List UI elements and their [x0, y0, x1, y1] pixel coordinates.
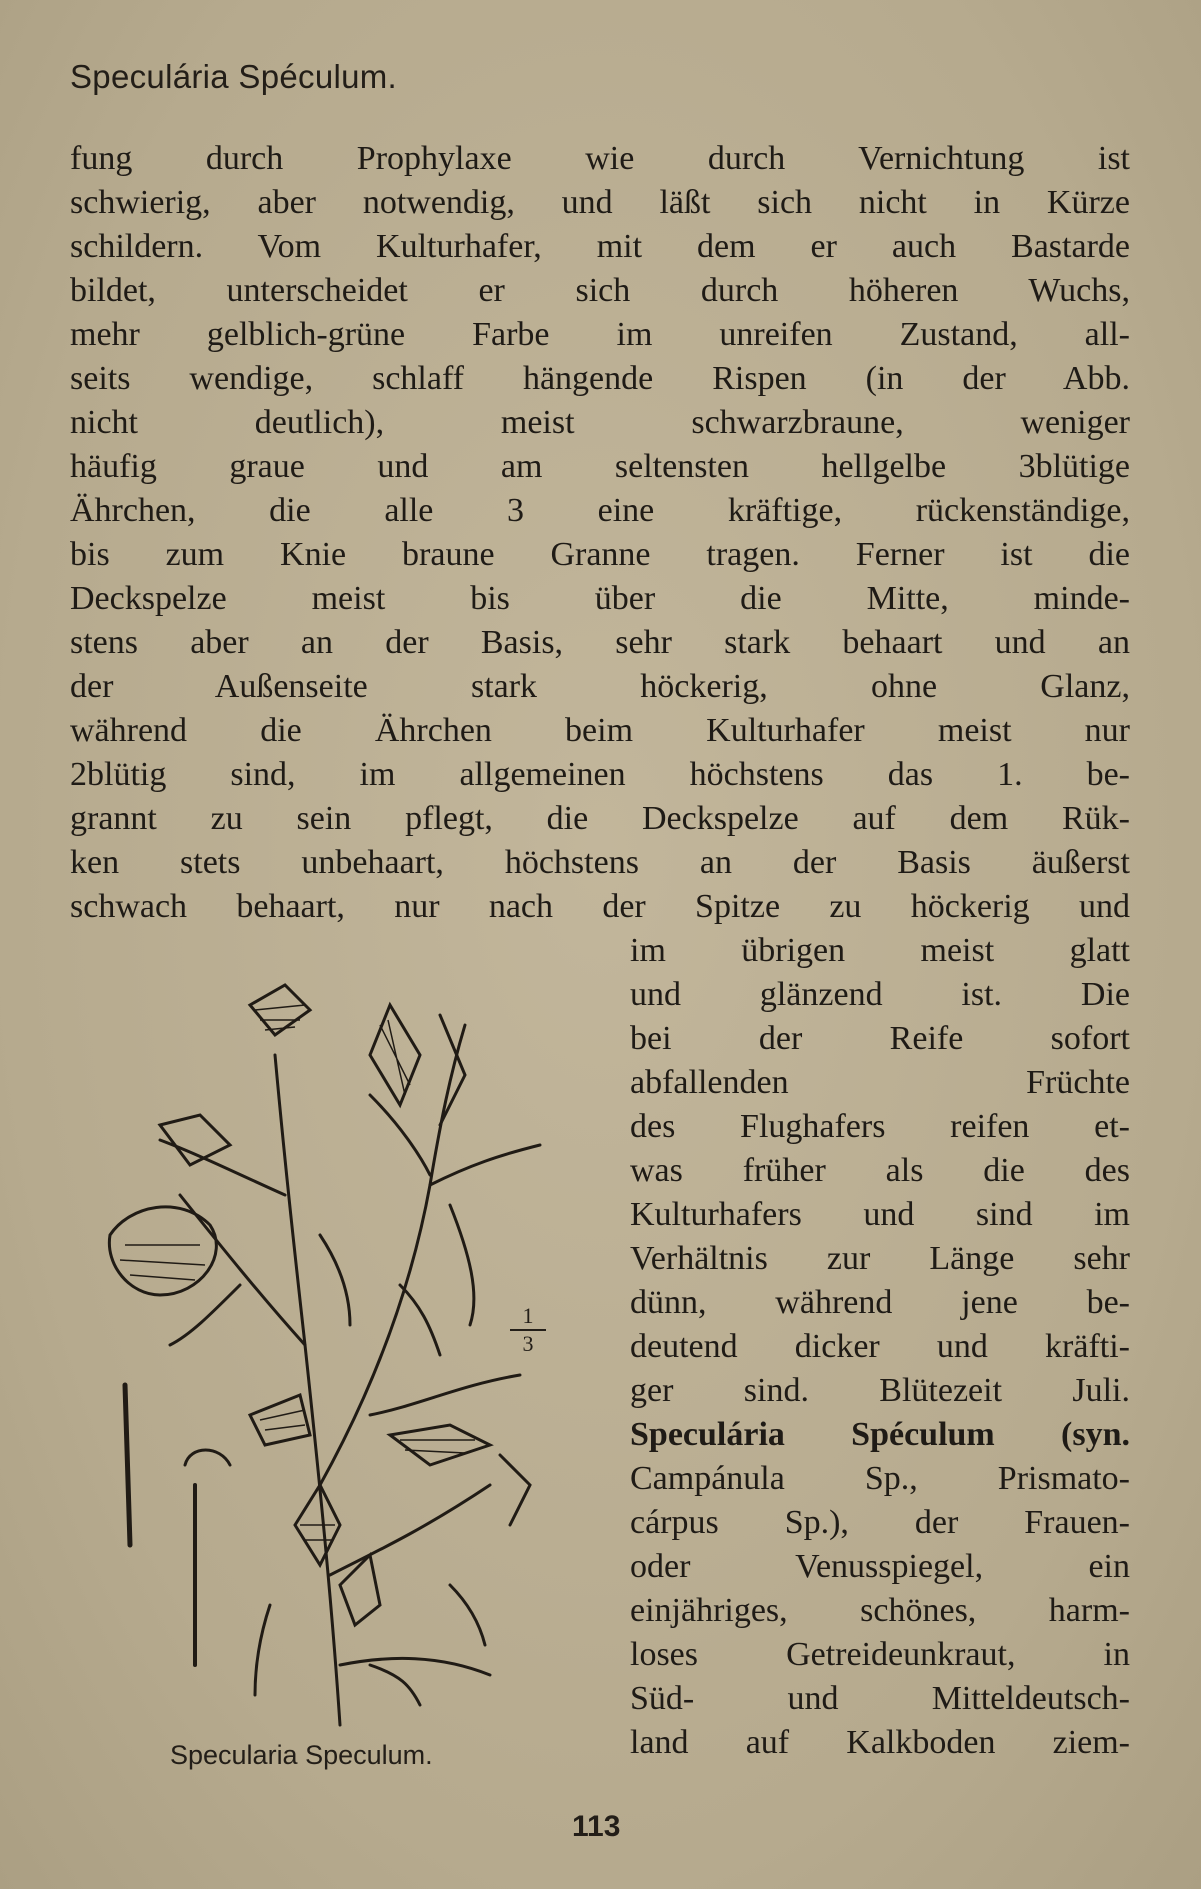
- figure-caption: Specularia Speculum.: [170, 1740, 433, 1770]
- text-line: Deckspelze meist bis über die Mitte, minde-: [70, 580, 1130, 617]
- text-line: cárpus Sp.), der Frauen-: [630, 1504, 1130, 1541]
- text-line: schildern. Vom Kulturhafer, mit dem er auch Bastarde: [70, 228, 1130, 265]
- text-line: fung durch Prophylaxe wie durch Vernichtung ist: [70, 140, 1130, 177]
- text-line: bis zum Knie braune Granne tragen. Ferner ist die: [70, 536, 1130, 573]
- text-line: Ährchen, die alle 3 eine kräftige, rückenständige,: [70, 492, 1130, 529]
- text-line: des Flughafers reifen et-: [630, 1108, 1130, 1145]
- text-line: der Außenseite stark höckerig, ohne Glanz,: [70, 668, 1130, 705]
- page-number: 113: [572, 1810, 621, 1843]
- text-line: grannt zu sein pflegt, die Deckspelze auf dem Rük-: [70, 800, 1130, 837]
- running-head: Speculária Spéculum.: [70, 58, 398, 95]
- text-line: Süd- und Mitteldeutsch-: [630, 1680, 1130, 1717]
- text-line: deutend dicker und kräfti-: [630, 1328, 1130, 1365]
- text-line: ger sind. Blütezeit Juli.: [630, 1372, 1130, 1409]
- text-line: und glänzend ist. Die: [630, 976, 1130, 1013]
- text-line: nicht deutlich), meist schwarzbraune, weniger: [70, 404, 1130, 441]
- text-line: loses Getreideunkraut, in: [630, 1636, 1130, 1673]
- text-line: oder Venusspiegel, ein: [630, 1548, 1130, 1585]
- scale-numerator: 1: [522, 1303, 534, 1328]
- scale-fraction: [510, 1305, 546, 1355]
- text-line: bei der Reife sofort: [630, 1020, 1130, 1057]
- text-line: Kulturhafers und sind im: [630, 1196, 1130, 1233]
- text-line: Verhältnis zur Länge sehr: [630, 1240, 1130, 1277]
- text-line: häufig graue und am seltensten hellgelbe 3blütige: [70, 448, 1130, 485]
- text-line: während die Ährchen beim Kulturhafer meist nur: [70, 712, 1130, 749]
- text-line: mehr gelblich-grüne Farbe im unreifen Zustand, all-: [70, 316, 1130, 353]
- text-line: einjähriges, schönes, harm-: [630, 1592, 1130, 1629]
- text-line: im übrigen meist glatt: [630, 932, 1130, 969]
- text-line: dünn, während jene be-: [630, 1284, 1130, 1321]
- text-line: ken stets unbehaart, höchstens an der Basis äußerst: [70, 844, 1130, 881]
- text-line: schwierig, aber notwendig, und läßt sich nicht in Kürze: [70, 184, 1130, 221]
- text-line: bildet, unterscheidet er sich durch höheren Wuchs,: [70, 272, 1130, 309]
- text-line: abfallenden Früchte: [630, 1064, 1130, 1101]
- text-line: schwach behaart, nur nach der Spitze zu höckerig und: [70, 888, 1130, 925]
- text-line: stens aber an der Basis, sehr stark behaart und an: [70, 624, 1130, 661]
- text-line: 2blütig sind, im allgemeinen höchstens das 1. be-: [70, 756, 1130, 793]
- text-line: seits wendige, schlaff hängende Rispen (in der Abb.: [70, 360, 1130, 397]
- text-line: land auf Kalkboden ziem-: [630, 1724, 1130, 1761]
- text-line: was früher als die des: [630, 1152, 1130, 1189]
- text-line: Speculária Spéculum (syn.: [630, 1416, 1130, 1453]
- text-line: Campánula Sp., Prismato-: [630, 1460, 1130, 1497]
- scale-denominator: 3: [522, 1331, 534, 1356]
